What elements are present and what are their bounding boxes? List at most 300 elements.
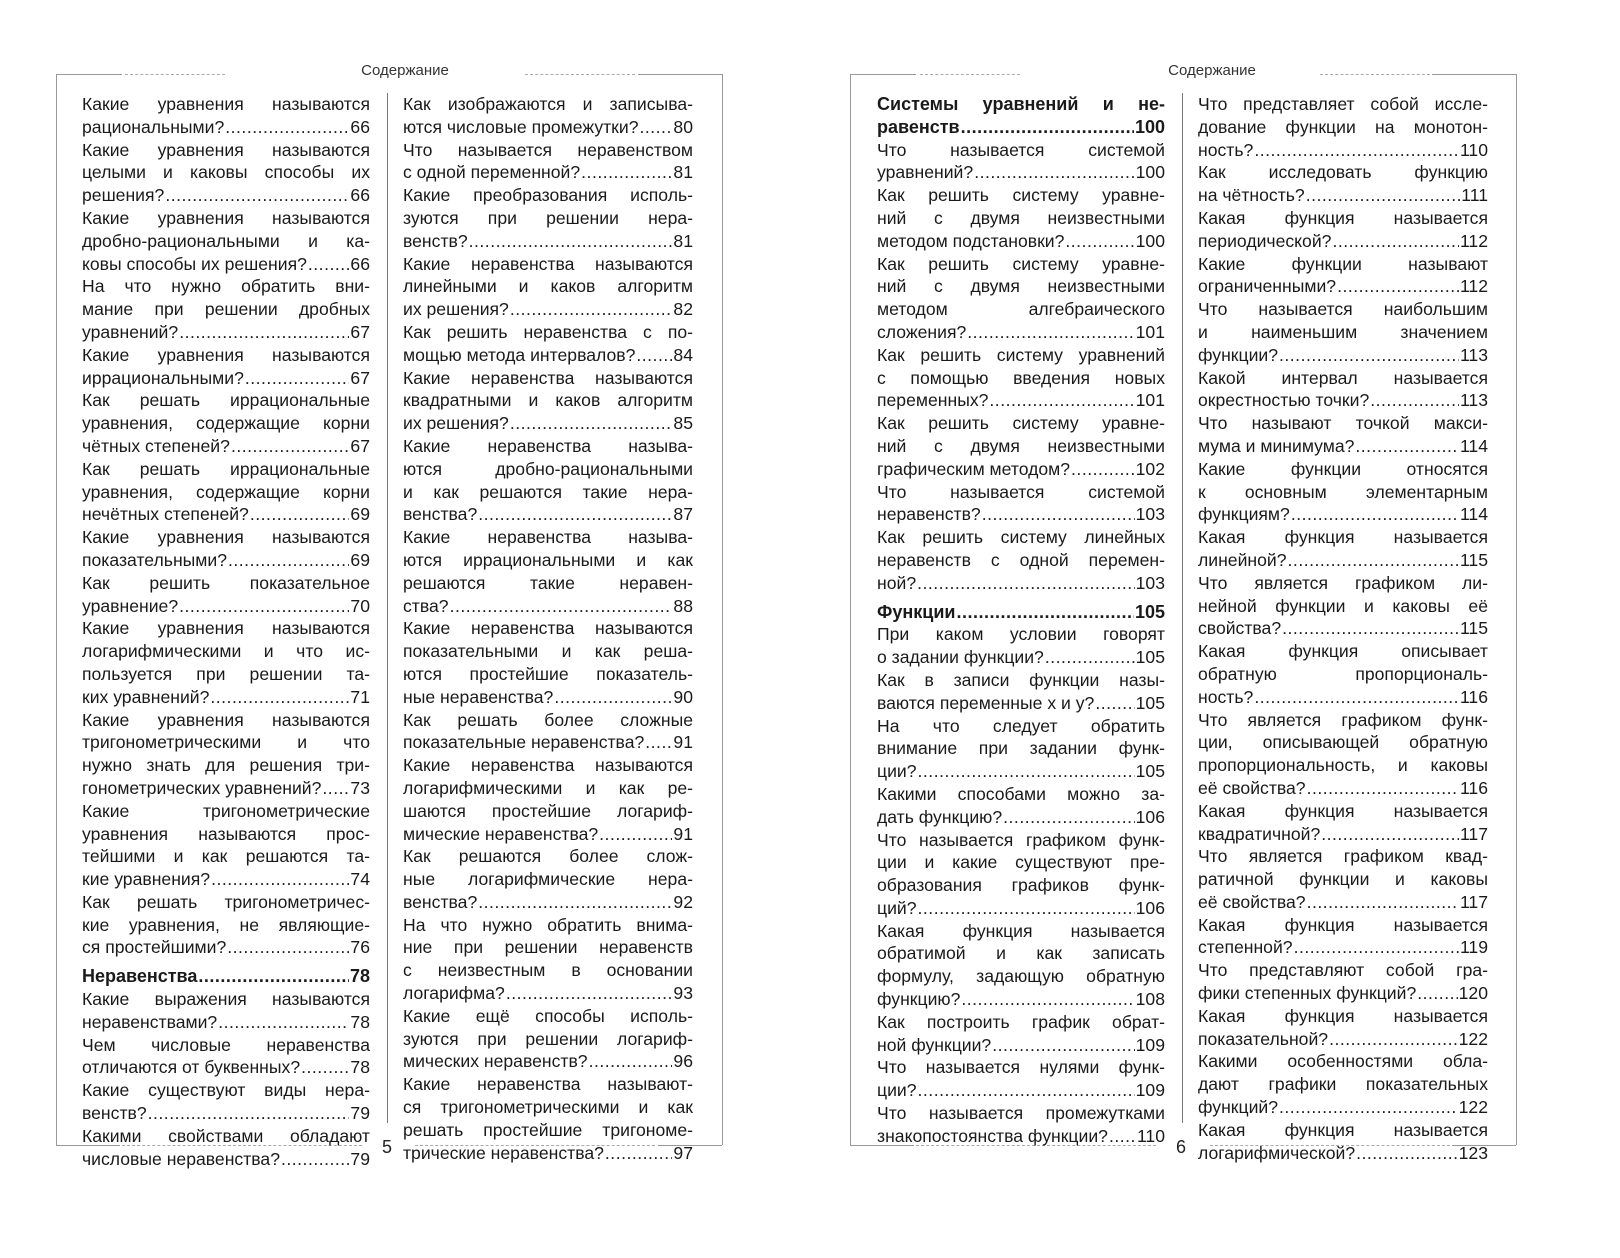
toc-entry [1198, 526, 1488, 572]
toc-entry-line: числовые неравенства? [82, 1148, 280, 1169]
toc-entry [1198, 1050, 1488, 1118]
toc-page-number: 112 [1459, 230, 1488, 251]
leader-dots [1291, 503, 1459, 526]
leader-dots [1279, 344, 1459, 367]
leader-dots [640, 116, 673, 139]
page-number: 5 [382, 1137, 393, 1157]
leader-dots [1355, 435, 1459, 458]
toc-entry [82, 617, 370, 708]
toc-entry [82, 389, 370, 457]
toc-entry-line: обратную пропорциональ- [1198, 663, 1488, 684]
leader-dots [1095, 692, 1134, 715]
toc-entry-line: Неравенства [82, 966, 198, 987]
toc-page-number: 67 [350, 367, 370, 388]
toc-entry-line: Что представляет собой иссле- [1198, 94, 1488, 114]
toc-page-number: 97 [673, 1142, 693, 1163]
toc-entry-line: Какие неравенства называются [403, 618, 693, 639]
toc-page-number: 78 [350, 1011, 370, 1032]
toc-entry [403, 526, 693, 617]
toc-entry-line: уравнения, содержащие корни [82, 413, 370, 434]
leader-dots [967, 321, 1134, 344]
header-rule [1432, 74, 1516, 75]
leader-dots [992, 1034, 1134, 1057]
toc-entry-line: образования графиков функ- [877, 875, 1165, 896]
toc-entry-line: логарифмическими и что ис- [82, 641, 370, 662]
toc-entry-line: Какая функция называется [1198, 800, 1488, 821]
toc-entry [82, 709, 370, 800]
toc-entry-line: Что является графиком функ- [1198, 709, 1488, 730]
toc-page-number: 117 [1459, 891, 1488, 912]
toc-entry-line: нечётных степеней? [82, 504, 249, 525]
leader-dots [1071, 458, 1135, 481]
leader-dots [989, 389, 1134, 412]
leader-dots [599, 823, 672, 846]
toc-entry-line: степенной? [1198, 937, 1293, 958]
toc-entry-line: линейными и каков алгоритм [403, 276, 693, 297]
toc-entry-line: Какие ещё способы исполь- [403, 1005, 693, 1026]
toc-entry-line: неравенств с одной перемен- [877, 549, 1165, 570]
toc-page-number: 90 [673, 686, 693, 707]
leader-dots [245, 367, 350, 390]
leader-dots [478, 891, 672, 914]
toc-column-2 [1198, 93, 1488, 1164]
toc-entry-line: с помощью введения новых [877, 367, 1165, 388]
toc-entry-line: квадратичной? [1198, 823, 1321, 844]
toc-entry-line: пропорциональность, и каковы [1198, 755, 1488, 776]
toc-entry-line: ции? [877, 761, 917, 782]
leader-dots [211, 868, 349, 891]
toc-entry [1198, 93, 1488, 161]
toc-entry-line: логарифмическими и как ре- [403, 777, 693, 798]
toc-entry-line: Как решить систему линейных [877, 527, 1165, 548]
toc-entry [82, 1079, 370, 1125]
toc-entry [403, 754, 693, 845]
leader-dots [1307, 891, 1459, 914]
toc-page-number: 100 [1135, 230, 1165, 251]
toc-entry-line: Что является графиком квад- [1198, 846, 1488, 867]
toc-entry-line: их решения? [403, 413, 509, 434]
toc-entry-line: ние при решении неравенств [403, 937, 693, 958]
toc-entry-line: тригонометрическими и что [82, 732, 370, 753]
leader-dots [301, 1056, 349, 1079]
toc-page-number: 71 [350, 686, 370, 707]
toc-page-number: 120 [1458, 983, 1488, 1004]
leader-dots [179, 595, 349, 618]
toc-entry-line: чётных степеней? [82, 435, 230, 456]
leader-dots [961, 116, 1134, 139]
leader-dots [1307, 777, 1459, 800]
toc-page-number: 116 [1459, 777, 1488, 798]
toc-entry [403, 367, 693, 435]
toc-entry-line: ства? [403, 595, 449, 616]
toc-entry-line: уравнение? [82, 595, 179, 616]
toc-entry [82, 1125, 370, 1171]
toc-entry [1198, 959, 1488, 1005]
leader-dots [1254, 686, 1459, 709]
toc-entry-line: Какие неравенства называются [403, 367, 693, 388]
toc-entry-line: решаются такие неравен- [403, 572, 693, 593]
toc-entry-line: Как решить систему уравне- [877, 185, 1165, 206]
toc-entry-line: Как решаются более слож- [403, 846, 693, 867]
toc-entry-line: Какие уравнения называются [82, 344, 370, 365]
toc-page-number: 76 [350, 937, 370, 958]
toc-entry [877, 920, 1165, 1011]
toc-entry-line: и наименьшим значением [1198, 321, 1488, 342]
toc-entry-line: на чётность? [1198, 185, 1305, 206]
toc-entry-line: Какая функция называется [1198, 527, 1488, 548]
toc-entry-line: Чем числовые неравенства [82, 1034, 370, 1055]
toc-page-number: 105 [1135, 692, 1165, 713]
frame-left [850, 74, 851, 1145]
leader-dots [179, 321, 349, 344]
toc-entry [877, 412, 1165, 480]
column-divider [1182, 93, 1183, 1123]
toc-entry [403, 709, 693, 755]
toc-entry-line: Функции [877, 601, 956, 622]
toc-page-number: 69 [350, 549, 370, 570]
toc-entry-line: мических неравенств? [403, 1051, 588, 1072]
toc-entry [877, 783, 1165, 829]
toc-entry [82, 1034, 370, 1080]
toc-page-number: 105 [1135, 647, 1165, 668]
toc-entry-line: Как изображаются и записыва- [403, 94, 693, 114]
toc-entry [82, 93, 370, 139]
frame-left [56, 74, 57, 1145]
toc-entry [403, 321, 693, 367]
toc-entry-line: ются иррациональными и как [403, 549, 693, 570]
toc-entry-line: ний с двумя неизвестными [877, 276, 1165, 297]
toc-entry-line: Какая функция описывает [1198, 641, 1488, 662]
toc-entry-line: Что называется неравенством [403, 139, 693, 160]
toc-entry [877, 526, 1165, 594]
leader-dots [589, 1050, 673, 1073]
toc-entry-line: Что называется графиком функ- [877, 829, 1165, 850]
toc-entry-line: показательные неравенства? [403, 732, 645, 753]
toc-entry-line: гонометрических уравнений? [82, 777, 322, 798]
toc-entry [877, 1102, 1165, 1148]
leader-dots [956, 601, 1134, 624]
leader-dots [308, 253, 350, 276]
toc-entry-line: Какая функция называется [1198, 1005, 1488, 1026]
toc-page-number: 108 [1135, 989, 1165, 1010]
leader-dots [469, 230, 673, 253]
leader-dots [210, 686, 349, 709]
toc-entry-line: Какие уравнения называются [82, 527, 370, 548]
toc-entry [877, 344, 1165, 412]
toc-entry [1198, 207, 1488, 253]
toc-entry-line: На что следует обратить [877, 715, 1165, 736]
toc-entry [1198, 914, 1488, 960]
toc-entry-line: Какая функция называется [1198, 207, 1488, 228]
toc-entry-line: линейной? [1198, 549, 1287, 570]
header-dashes [125, 74, 225, 75]
toc-entry-line: ции и какие существуют пре- [877, 852, 1165, 873]
toc-entry-line: зуются при решении нера- [403, 207, 693, 228]
toc-entry-line: ратичной функции и каковы [1198, 869, 1488, 890]
leader-dots [250, 503, 350, 526]
toc-entry [403, 139, 693, 185]
toc-section-heading [877, 93, 1165, 139]
toc-page-number: 119 [1459, 937, 1488, 958]
toc-page-number: 111 [1461, 185, 1488, 206]
toc-entry-line: свойства? [1198, 618, 1282, 639]
toc-entry-line: мание при решении дробных [82, 299, 370, 320]
toc-entry-line: логарифма? [403, 983, 505, 1004]
toc-entry [82, 988, 370, 1034]
toc-entry [1198, 800, 1488, 846]
toc-entry-line: функциям? [1198, 504, 1290, 525]
toc-entry-line: Какие неравенства называ- [403, 435, 693, 456]
toc-entry [877, 1056, 1165, 1102]
toc-entry-line: Какие неравенства называ- [403, 527, 693, 548]
toc-entry-line: функцию? [877, 989, 961, 1010]
leader-dots [1321, 823, 1459, 846]
toc-entry [403, 617, 693, 708]
toc-entry [82, 800, 370, 891]
toc-entry [1198, 709, 1488, 800]
leader-dots [218, 1011, 349, 1034]
toc-page-number: 114 [1459, 504, 1488, 525]
header-dashes [920, 74, 1020, 75]
leader-dots [581, 161, 672, 184]
toc-page-number: 81 [673, 162, 693, 183]
leader-dots [1329, 1028, 1458, 1051]
toc-page-number: 79 [350, 1148, 370, 1169]
toc-entry [1198, 367, 1488, 413]
leader-dots [1045, 646, 1135, 669]
leader-dots [1356, 1142, 1458, 1165]
toc-page-number: 105 [1134, 601, 1165, 622]
toc-entry-line: ции? [877, 1080, 917, 1101]
right-page [810, 0, 1620, 1258]
toc-page-number: 110 [1136, 1125, 1165, 1146]
toc-page-number: 123 [1458, 1142, 1488, 1163]
leader-dots [1417, 982, 1457, 1005]
toc-entry [403, 184, 693, 252]
leader-dots [281, 1148, 349, 1171]
leader-dots [227, 936, 349, 959]
toc-entry-line: показательными и как реша- [403, 641, 693, 662]
toc-entry-line: внимание при задании функ- [877, 738, 1165, 759]
toc-entry-line: ний с двумя неизвестными [877, 435, 1165, 456]
toc-page-number: 88 [673, 595, 693, 616]
toc-entry [1198, 845, 1488, 913]
toc-entry-line: Что называют точкой макси- [1198, 413, 1488, 434]
toc-page-number: 117 [1459, 823, 1488, 844]
toc-entry-line: ции, описывающей обратную [1198, 732, 1488, 753]
toc-entry [1198, 412, 1488, 458]
toc-entry [1198, 640, 1488, 708]
leader-dots [228, 549, 349, 572]
toc-page-number: 87 [673, 504, 693, 525]
toc-page-number: 66 [350, 116, 370, 137]
toc-entry-line: с неизвестным в основании [403, 960, 693, 981]
toc-entry [877, 829, 1165, 920]
leader-dots [918, 760, 1135, 783]
toc-entry [1198, 1005, 1488, 1051]
toc-entry [877, 184, 1165, 252]
toc-entry-line: с одной переменной? [403, 162, 581, 183]
leader-dots [225, 116, 349, 139]
toc-page-number: 100 [1135, 162, 1165, 183]
toc-page-number: 110 [1459, 139, 1488, 160]
toc-entry [403, 93, 693, 139]
toc-entry [82, 344, 370, 390]
toc-page-number: 103 [1135, 572, 1165, 593]
toc-entry-line: Как решить систему уравнений [877, 344, 1165, 365]
toc-entry-line: неравенств? [877, 504, 981, 525]
toc-entry-line: её свойства? [1198, 891, 1306, 912]
toc-entry-line: ются числовые промежутки? [403, 116, 639, 137]
toc-entry-line: ковы способы их решения? [82, 253, 307, 274]
toc-entry-line: Какими свойствами обладают [82, 1125, 370, 1146]
toc-entry [403, 435, 693, 526]
toc-page-number: 106 [1135, 806, 1165, 827]
toc-entry-line: Какие функции называют [1198, 253, 1488, 274]
leader-dots [554, 686, 672, 709]
toc-entry-line: Что называется промежутками [877, 1103, 1165, 1124]
toc-entry-line: венства? [403, 504, 478, 525]
toc-page-number: 109 [1135, 1080, 1165, 1101]
toc-page-number: 100 [1134, 116, 1165, 137]
toc-entry [82, 891, 370, 959]
toc-entry [877, 623, 1165, 669]
leader-dots [1337, 275, 1459, 298]
toc-entry [1198, 1119, 1488, 1165]
toc-entry-line: ограниченными? [1198, 276, 1337, 297]
toc-page-number: 69 [350, 504, 370, 525]
toc-page-number: 82 [673, 299, 693, 320]
toc-entry-line: Как решить показательное [82, 572, 370, 593]
toc-entry [1198, 572, 1488, 640]
leader-dots [1109, 1125, 1136, 1148]
leader-dots [1003, 806, 1134, 829]
toc-entry-line: методом алгебраического [877, 299, 1165, 320]
toc-page-number: 96 [673, 1051, 693, 1072]
toc-entry-line: целыми и каковы способы их [82, 162, 370, 183]
toc-entry-line: Какая функция называется [877, 920, 1165, 941]
toc-entry-line: трические неравенства? [403, 1142, 604, 1163]
toc-entry-line: дают графики показательных [1198, 1074, 1488, 1095]
toc-entry-line: Какие уравнения называются [82, 139, 370, 160]
toc-entry [877, 669, 1165, 715]
toc-entry-line: ются дробно-рациональными [403, 458, 693, 479]
toc-entry-line: При каком условии говорят [877, 624, 1165, 645]
toc-entry-line: Что называется системой [877, 481, 1165, 502]
toc-entry-line: Какие преобразования исполь- [403, 185, 693, 206]
toc-page-number: 80 [673, 116, 693, 137]
toc-entry-line: уравнения, содержащие корни [82, 481, 370, 502]
leader-dots [506, 982, 673, 1005]
toc-page-number: 115 [1459, 549, 1488, 570]
toc-entry-line: ность? [1198, 686, 1254, 707]
toc-entry-line: Какие уравнения называются [82, 94, 370, 114]
toc-entry-line: ются простейшие показатель- [403, 663, 693, 684]
toc-entry-line: кие уравнения, не являющие- [82, 914, 370, 935]
toc-entry-line: ций? [877, 897, 917, 918]
toc-entry-line: переменных? [877, 390, 989, 411]
toc-entry-line: нейной функции и каковы её [1198, 595, 1488, 616]
toc-entry-line: Какие неравенства называются [403, 755, 693, 776]
toc-entry-line: Как решить систему уравне- [877, 253, 1165, 274]
leader-dots [1288, 549, 1459, 572]
toc-entry-line: Какие неравенства называют- [403, 1074, 693, 1095]
toc-entry [1198, 298, 1488, 366]
leader-dots [510, 298, 673, 321]
leader-dots [982, 503, 1135, 526]
toc-entry-line: ся простейшими? [82, 937, 227, 958]
toc-entry-line: Что называется системой [877, 139, 1165, 160]
toc-entry-line: Какие неравенства называются [403, 253, 693, 274]
toc-entry-line: дробно-рациональными и ка- [82, 230, 370, 251]
toc-entry-line: обратимой и как записать [877, 943, 1165, 964]
toc-entry-line: рациональными? [82, 116, 225, 137]
toc-entry [403, 845, 693, 913]
toc-entry [877, 481, 1165, 527]
toc-entry-line: венства? [403, 891, 478, 912]
toc-entry-line: их решения? [403, 299, 509, 320]
toc-page-number: 73 [350, 777, 370, 798]
toc-entry-line: Какая функция называется [1198, 914, 1488, 935]
toc-entry-line: квадратными и каков алгоритм [403, 390, 693, 411]
toc-entry-line: мощью метода интервалов? [403, 344, 636, 365]
toc-page-number: 115 [1459, 618, 1488, 639]
header-rule [56, 74, 122, 75]
header-rule [638, 74, 722, 75]
toc-section-heading [82, 965, 370, 988]
toc-entry-line: Какие уравнения называются [82, 618, 370, 639]
toc-entry-line: ные логарифмические нера- [403, 869, 693, 890]
toc-entry-line: мума и минимума? [1198, 435, 1355, 456]
toc-entry-line: На что нужно обратить внима- [403, 914, 693, 935]
toc-page-number: 113 [1459, 344, 1488, 365]
toc-entry [1198, 458, 1488, 526]
toc-entry-line: ной функции? [877, 1034, 992, 1055]
leader-dots [1282, 617, 1459, 640]
toc-entry-line: ность? [1198, 139, 1254, 160]
toc-entry-line: о задании функции? [877, 647, 1044, 668]
toc-entry-line: равенств [877, 116, 960, 137]
toc-page-number: 91 [673, 732, 693, 753]
toc-entry-line: Как решить систему уравне- [877, 413, 1165, 434]
toc-entry-line: Какие существуют виды нера- [82, 1080, 370, 1101]
header-dashes [1320, 74, 1430, 75]
toc-entry-line: Как решать иррациональные [82, 390, 370, 411]
toc-entry-line: её свойства? [1198, 777, 1306, 798]
toc-entry-line: Как решать более сложные [403, 709, 693, 730]
toc-page-number: 122 [1458, 1097, 1488, 1118]
toc-entry-line: уравнений? [877, 162, 974, 183]
toc-entry-line: Что называется нулями функ- [877, 1057, 1165, 1078]
toc-entry-line: показательной? [1198, 1028, 1329, 1049]
toc-column-2 [403, 93, 693, 1164]
toc-entry-line: иррациональными? [82, 367, 244, 388]
header-rule [850, 74, 916, 75]
toc-page-number: 74 [350, 869, 370, 890]
toc-entry [82, 572, 370, 618]
toc-entry-line: функций? [1198, 1097, 1279, 1118]
toc-entry-line: знакопостоянства функции? [877, 1125, 1108, 1146]
leader-dots [148, 1102, 350, 1125]
toc-column-1 [82, 93, 370, 1170]
leader-dots [1294, 936, 1459, 959]
toc-entry-line: неравенствами? [82, 1011, 218, 1032]
toc-entry-line: ся тригонометрическими и как [403, 1097, 693, 1118]
toc-entry [1198, 253, 1488, 299]
toc-entry-line: Как решать иррациональные [82, 458, 370, 479]
toc-entry-line: ваются переменные x и y? [877, 692, 1095, 713]
leader-dots [165, 184, 349, 207]
